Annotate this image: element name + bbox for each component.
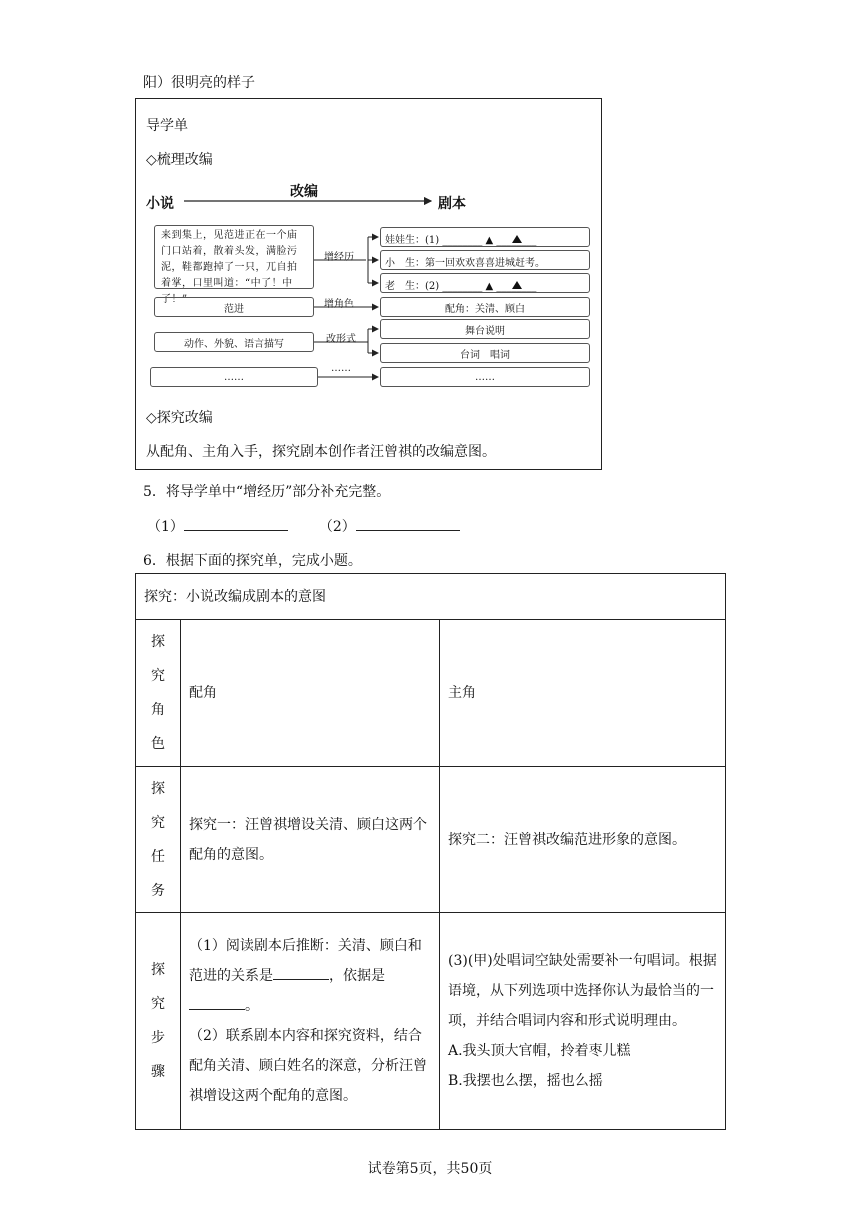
row-label-steps: 探 究 步 骤	[136, 913, 181, 1130]
fanjin-box: 范进	[154, 297, 314, 317]
child-role-box: 娃娃生：(1) ________ ▲ ________	[380, 227, 590, 247]
task-two-cell: 探究二：汪曾祺改编范进形象的意图。	[440, 767, 726, 913]
step1-blank-evidence[interactable]	[189, 1009, 245, 1010]
supporting-roles-box: 配角：关清、顾白	[380, 297, 590, 317]
page-footer: 试卷第5页，共50页	[367, 1161, 493, 1177]
question-6: 6．根据下面的探究单，完成小题。	[143, 553, 362, 569]
task-one-cell: 探究一：汪曾祺增设关清、顾白这两个配角的意图。	[181, 767, 440, 913]
old-role-box: 老 生：(2) ________ ▲ ________	[380, 273, 590, 293]
option-b: B.我摆也么摆，摇也么摇	[448, 1073, 603, 1089]
lead-role-cell: 主角	[440, 620, 726, 767]
diagram-target: 剧本	[438, 196, 466, 212]
description-box: 动作、外貌、语言描写	[154, 332, 314, 352]
step-2: （2）联系剧本内容和探究资料，结合配角关清、顾白姓名的深意，分析汪曾祺增设这两个配角的意图。	[189, 1028, 427, 1104]
guide-instruction: 从配角、主角入手，探究剧本创作者汪曾祺的改编意图。	[146, 444, 496, 460]
steps-supporting-cell	[181, 913, 440, 1130]
stage-directions-box: 舞台说明	[380, 319, 590, 339]
q5-blank2-label: （2）	[318, 519, 356, 535]
young-role-box: 小 生：第一回欢欢喜喜进城赶考。	[380, 250, 590, 270]
row-label-tasks: 探 究 任 务	[136, 767, 181, 913]
supporting-role-cell: 配角	[181, 620, 440, 767]
label-change-form: 改形式	[326, 334, 356, 345]
diagram-source: 小说	[146, 196, 174, 212]
question-5: 5．将导学单中“增经历”部分补充完整。	[143, 484, 391, 500]
guide-section-organize: ◇梳理改编	[146, 152, 213, 168]
row-label-roles: 探 究 角 色	[136, 620, 181, 767]
adaptation-diagram	[146, 179, 596, 394]
novel-excerpt-box: 来到集上，见范进正在一个庙门口站着，散着头发，满脸污泥，鞋都跑掉了一只，兀自拍着掌，口里叫道：“中了！中了！”	[154, 225, 314, 289]
continuation-text: 阳）很明亮的样子	[143, 75, 255, 91]
label-add-roles: 增角色	[324, 299, 354, 310]
explore-title: 探究：小说改编成剧本的意图	[136, 574, 726, 620]
label-add-experience: 增经历	[324, 252, 354, 263]
q5-answer-line	[147, 516, 460, 536]
guide-title: 导学单	[146, 118, 188, 134]
steps-lead-cell	[440, 913, 726, 1130]
guide-section-explore: ◇探究改编	[146, 410, 213, 426]
step1-blank-relation[interactable]	[273, 979, 329, 980]
step-1: （1）阅读剧本后推断：关清、顾白和范进的关系是 ，依据是 。	[189, 938, 422, 1014]
step-3: (3)(甲)处唱词空缺处需要补一句唱词。根据语境，从下列选项中选择你认为最恰当的一项，并结合唱词内容和形式说明理由。	[448, 953, 717, 1029]
label-more: ……	[331, 363, 351, 374]
q5-blank2-input[interactable]	[356, 530, 460, 531]
guide-sheet	[135, 98, 602, 470]
diagram-adapt-label: 改编	[290, 184, 318, 200]
q5-blank1-label: （1）	[147, 519, 184, 535]
option-a: A.我头顶大官帽，拎着枣儿糕	[448, 1043, 631, 1059]
exploration-table	[135, 573, 726, 1130]
lines-lyrics-box: 台词 唱词	[380, 343, 590, 363]
right-more-box: ……	[380, 367, 590, 387]
q5-blank1-input[interactable]	[184, 530, 288, 531]
left-more-box: ……	[150, 367, 318, 387]
